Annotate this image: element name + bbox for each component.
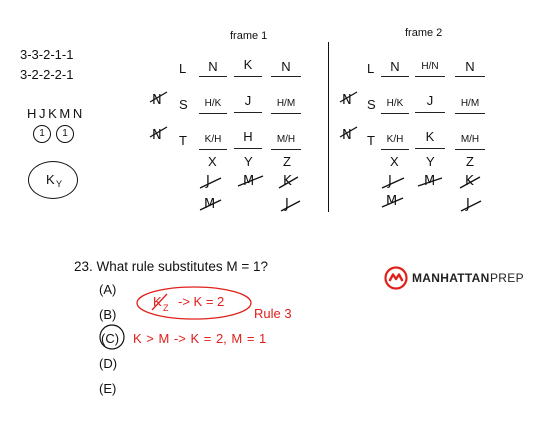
f2-L-X: N <box>381 60 409 77</box>
frame-1-crossed-N-T: N <box>152 128 162 143</box>
option-c[interactable]: (C) <box>101 331 120 346</box>
f1-crossed-J-X: J <box>206 174 210 189</box>
strike-f1-n-s <box>150 92 167 102</box>
brand-name: MANHATTAN <box>412 271 490 285</box>
frame-1-crossed-N-S: N <box>152 93 162 108</box>
f2-T-Y: K <box>415 130 445 149</box>
strike-f1-j-z <box>281 201 300 211</box>
frame-2-label-S: S <box>367 97 376 112</box>
ky-sub: Y <box>56 179 63 189</box>
annotation-rule-3: Rule 3 <box>254 306 292 321</box>
f1-L-Z: N <box>271 60 301 77</box>
f2-crossed-K-Z: K <box>465 174 474 189</box>
f1-S-Z: H/M <box>271 97 301 114</box>
circle-count-2-label: 1 <box>62 128 68 139</box>
f2-S-Z: H/M <box>455 97 485 114</box>
annotation-b-rest: -> K = 2 <box>178 294 225 309</box>
strike-f1-j-x <box>200 178 221 188</box>
frame-1-label-T: T <box>179 133 187 148</box>
frame-2-label-L: L <box>367 61 375 76</box>
strike-f2-k-z <box>460 177 480 188</box>
frame-1-label-L: L <box>179 61 187 76</box>
f2-S-Y: J <box>415 94 445 113</box>
strike-f1-n-t <box>150 127 167 137</box>
option-a[interactable]: (A) <box>99 282 117 297</box>
f1-L-Y: K <box>234 58 262 77</box>
f2-crossed-J-X: J <box>388 174 392 189</box>
sequence-2: 3-2-2-2-1 <box>20 67 74 82</box>
f2-crossed-M-Y: M <box>424 174 436 189</box>
strike-f1-m-x <box>200 200 221 210</box>
sequence-1: 3-3-2-1-1 <box>20 47 74 62</box>
f1-col-Z: Z <box>283 154 291 169</box>
f1-col-X: X <box>208 154 217 169</box>
brand-name-2: PREP <box>490 271 524 285</box>
annotation-b-k: K <box>153 294 162 309</box>
f1-S-X: H/K <box>199 97 227 114</box>
frame-1-title: frame 1 <box>230 30 268 42</box>
f2-T-Z: M/H <box>455 133 485 150</box>
question-text: 23. What rule substitutes M = 1? <box>74 259 268 274</box>
strike-f2-n-t <box>340 127 357 137</box>
f1-T-X: K/H <box>199 133 227 150</box>
strike-f1-m-y <box>238 176 263 186</box>
strike-f2-m-x <box>382 198 403 207</box>
f2-col-X: X <box>390 154 399 169</box>
f2-S-X: H/K <box>381 97 409 114</box>
frame-1-label-S: S <box>179 97 188 112</box>
f1-crossed-M-X: M <box>204 197 216 212</box>
f1-col-Y: Y <box>244 154 253 169</box>
option-b[interactable]: (B) <box>99 307 117 322</box>
f2-col-Y: Y <box>426 154 435 169</box>
ky-main: K <box>46 172 55 187</box>
f1-crossed-K-Z: K <box>283 174 292 189</box>
f1-crossed-J-Z: J <box>285 197 289 212</box>
annotation-c: K > M -> K = 2, M = 1 <box>133 331 267 346</box>
circle-count-1-label: 1 <box>39 128 45 139</box>
strike-f1-k-z <box>279 177 298 188</box>
f1-L-X: N <box>199 60 227 77</box>
f2-L-Y: H/N <box>415 60 445 77</box>
letters-list: H J K M N <box>27 106 83 121</box>
f2-T-X: K/H <box>381 133 409 150</box>
f2-crossed-J-Z: J <box>466 197 470 212</box>
frame-2-crossed-N-T: N <box>342 128 352 143</box>
f2-col-Z: Z <box>466 154 474 169</box>
frame-2-label-T: T <box>367 133 375 148</box>
annotation-b-sub: Z <box>163 303 169 313</box>
f2-crossed-M-X: M <box>386 194 398 209</box>
option-e[interactable]: (E) <box>99 381 117 396</box>
f1-S-Y: J <box>234 94 262 113</box>
option-d[interactable]: (D) <box>99 356 118 371</box>
strike-f2-j-x <box>382 178 404 188</box>
strike-f2-j-z <box>461 201 481 211</box>
f2-L-Z: N <box>455 60 485 77</box>
strike-f2-m-y <box>418 178 442 186</box>
strike-f2-n-s <box>340 92 357 102</box>
f1-T-Y: H <box>234 130 262 149</box>
f1-crossed-M-Y: M <box>243 174 255 189</box>
frame-2-crossed-N-S: N <box>342 93 352 108</box>
manhattan-prep-icon <box>384 266 408 290</box>
frame-2-title: frame 2 <box>405 27 443 39</box>
f1-T-Z: M/H <box>271 133 301 150</box>
